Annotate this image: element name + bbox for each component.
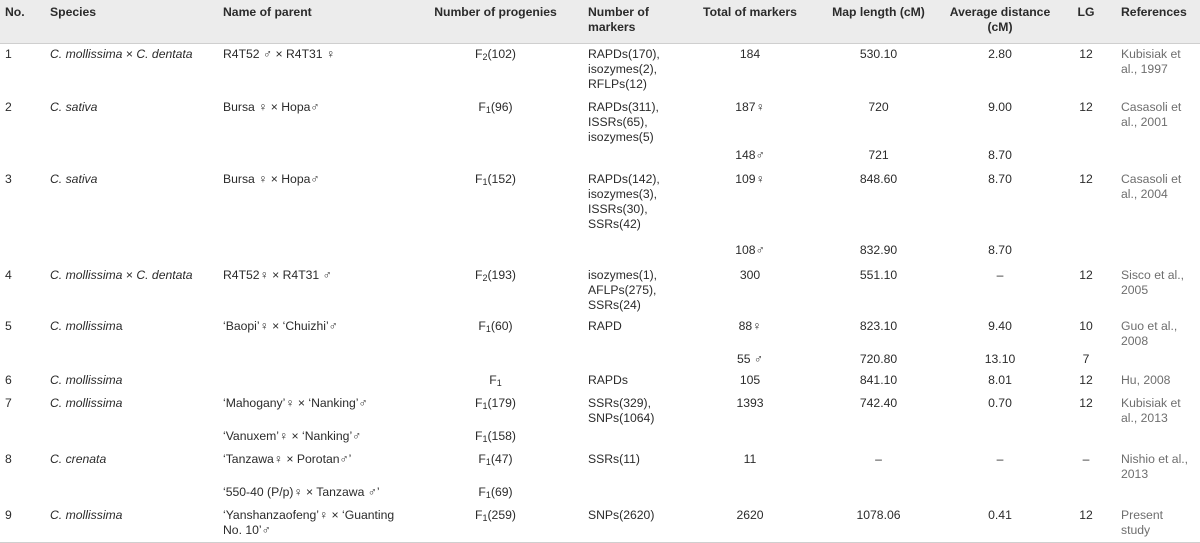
cell-parent [218, 316, 408, 349]
average-distance: 9.00 [988, 100, 1012, 114]
cell-parent [218, 240, 408, 265]
generation-label: F [475, 172, 483, 186]
marker-list: RAPDs [588, 373, 628, 387]
cell-no [0, 482, 45, 505]
row-number: 5 [5, 319, 12, 333]
parent-names: R4T52♀ × R4T31 ♂ [223, 268, 332, 282]
total-markers: 11 [743, 452, 757, 466]
cell-reference [1116, 505, 1200, 543]
cell-species [45, 426, 218, 449]
average-distance: 0.70 [988, 396, 1012, 410]
generation-subscript: 1 [485, 324, 491, 334]
table-row [0, 426, 1200, 449]
row-number: 1 [5, 47, 12, 61]
row-number: 3 [5, 172, 12, 186]
row-number: 7 [5, 396, 12, 410]
cell-average-distance [944, 97, 1056, 145]
generation-subscript: 1 [496, 378, 502, 388]
marker-list: SSRs(11) [588, 452, 640, 466]
header-progenies: Number of progenies [408, 0, 583, 44]
cell-no [0, 240, 45, 265]
row-number: 6 [5, 373, 12, 387]
generation-label: F [475, 47, 483, 61]
cell-map-length [813, 44, 944, 98]
cell-parent [218, 44, 408, 98]
table-row [0, 44, 1200, 98]
marker-list: SSRs(329), SNPs(1064) [588, 396, 655, 425]
cell-average-distance [944, 426, 1056, 449]
cell-total [687, 145, 813, 169]
cell-no [0, 393, 45, 426]
header-species: Species [45, 0, 218, 44]
cell-map-length [813, 426, 944, 449]
cell-total [687, 393, 813, 426]
cell-total [687, 265, 813, 316]
marker-list: isozymes(1), AFLPs(275), SSRs(24) [588, 268, 658, 312]
cell-map-length [813, 370, 944, 393]
cell-progenies [408, 349, 583, 370]
cell-progenies [408, 97, 583, 145]
linkage-groups: 12 [1079, 172, 1093, 186]
total-markers: 2620 [736, 508, 764, 522]
progeny-count: (179) [487, 396, 516, 410]
cell-parent [218, 426, 408, 449]
cell-markers [583, 370, 687, 393]
generation-label: F [475, 396, 483, 410]
cell-lg [1056, 482, 1116, 505]
cell-progenies [408, 505, 583, 543]
table-row [0, 145, 1200, 169]
reference: Hu, 2008 [1121, 373, 1171, 387]
cell-markers [583, 505, 687, 543]
cell-markers [583, 393, 687, 426]
cell-parent [218, 349, 408, 370]
average-distance: 13.10 [984, 352, 1016, 366]
cell-no [0, 426, 45, 449]
cell-markers [583, 44, 687, 98]
cell-reference [1116, 145, 1200, 169]
map-length: 832.90 [859, 243, 898, 257]
progeny-count: (96) [490, 100, 513, 114]
cell-map-length [813, 169, 944, 240]
species-name: C. mollissima [50, 508, 123, 522]
marker-list: SNPs(2620) [588, 508, 655, 522]
cell-average-distance [944, 370, 1056, 393]
map-length: 848.60 [859, 172, 898, 186]
generation-subscript: 1 [482, 513, 488, 523]
generation-subscript: 1 [485, 457, 491, 467]
average-distance: 8.70 [988, 148, 1012, 162]
generation-label: F [475, 429, 483, 443]
table-row [0, 349, 1200, 370]
cell-parent [218, 370, 408, 393]
cell-average-distance [944, 316, 1056, 349]
cell-progenies [408, 169, 583, 240]
map-length: 720 [868, 100, 889, 114]
table-row [0, 240, 1200, 265]
cell-progenies [408, 240, 583, 265]
header-markers: Number of markers [583, 0, 687, 44]
cell-no [0, 449, 45, 482]
species-name-tail: a [115, 319, 123, 333]
map-length: 551.10 [859, 268, 898, 282]
total-markers: 55 ♂ [736, 352, 764, 366]
total-markers: 300 [739, 268, 761, 282]
cell-average-distance [944, 240, 1056, 265]
cell-average-distance [944, 349, 1056, 370]
cell-lg [1056, 349, 1116, 370]
cell-markers [583, 316, 687, 349]
cell-total [687, 316, 813, 349]
cell-average-distance [944, 44, 1056, 98]
cell-parent [218, 145, 408, 169]
cell-species [45, 449, 218, 482]
cell-reference [1116, 393, 1200, 426]
map-length: – [875, 452, 882, 466]
reference: Nishio et al., 2013 [1121, 452, 1189, 481]
cell-map-length [813, 145, 944, 169]
parent-names: ‘Tanzawa♀ × Porotan♂’ [223, 452, 352, 466]
cell-map-length [813, 482, 944, 505]
reference: Guo et al., 2008 [1121, 319, 1178, 348]
total-markers: 105 [739, 373, 761, 387]
linkage-groups: 12 [1079, 396, 1093, 410]
cell-progenies [408, 145, 583, 169]
cell-total [687, 482, 813, 505]
cell-progenies [408, 316, 583, 349]
cell-parent [218, 169, 408, 240]
header-references: References [1116, 0, 1200, 44]
reference: Kubisiak et al., 2013 [1121, 396, 1181, 425]
header-lg: LG [1056, 0, 1116, 44]
cell-total [687, 426, 813, 449]
cell-map-length [813, 240, 944, 265]
map-length: 841.10 [859, 373, 898, 387]
marker-list: RAPD [588, 319, 622, 333]
progeny-count: (152) [487, 172, 516, 186]
table-row [0, 97, 1200, 145]
cell-reference [1116, 316, 1200, 349]
generation-subscript: 1 [485, 490, 491, 500]
cell-markers [583, 265, 687, 316]
map-length: 721 [868, 148, 889, 162]
generation-label: F [489, 373, 497, 387]
species-name: C. sativa [50, 100, 98, 114]
cell-average-distance [944, 505, 1056, 543]
average-distance: – [996, 268, 1004, 282]
cell-no [0, 370, 45, 393]
cell-lg [1056, 505, 1116, 543]
generation-label: F [475, 508, 483, 522]
marker-list: RAPDs(170), isozymes(2), RFLPs(12) [588, 47, 660, 91]
cell-species [45, 349, 218, 370]
map-length: 530.10 [859, 47, 898, 61]
cell-markers [583, 169, 687, 240]
cell-species [45, 240, 218, 265]
generation-label: F [478, 485, 486, 499]
reference: Casasoli et al., 2004 [1121, 172, 1182, 201]
header-map-length: Map length (cM) [813, 0, 944, 44]
table-row [0, 169, 1200, 240]
cell-lg [1056, 316, 1116, 349]
linkage-groups: – [1082, 452, 1090, 466]
cell-no [0, 316, 45, 349]
generation-label: F [475, 268, 483, 282]
total-markers: 88♀ [738, 319, 762, 333]
species-name: C. mollissim [50, 319, 116, 333]
header-average-distance: Average distance (cM) [944, 0, 1056, 44]
generation-subscript: 2 [482, 52, 488, 62]
map-length: 720.80 [859, 352, 898, 366]
parent-names: Bursa ♀ × Hopa♂ [223, 172, 320, 186]
species-name: C. mollissima [50, 268, 123, 282]
species-name: C. crenata [50, 452, 107, 466]
cell-map-length [813, 505, 944, 543]
cell-map-length [813, 265, 944, 316]
species-name: C. mollissima [50, 396, 123, 410]
linkage-groups: 12 [1079, 268, 1093, 282]
cell-reference [1116, 482, 1200, 505]
cell-reference [1116, 240, 1200, 265]
map-length: 1078.06 [856, 508, 901, 522]
row-number: 2 [5, 100, 12, 114]
row-number: 8 [5, 452, 12, 466]
cell-lg [1056, 265, 1116, 316]
cell-reference [1116, 169, 1200, 240]
header-no: No. [0, 0, 45, 44]
cell-no [0, 169, 45, 240]
progeny-count: (102) [487, 47, 516, 61]
linkage-groups: 12 [1079, 373, 1093, 387]
cell-total [687, 370, 813, 393]
cell-reference [1116, 426, 1200, 449]
table-row [0, 449, 1200, 482]
parent-names: ‘Yanshanzaofeng’♀ × ‘Guanting No. 10’♂ [223, 508, 395, 537]
species-name: C. sativa [50, 172, 98, 186]
generation-label: F [478, 452, 486, 466]
cell-reference [1116, 370, 1200, 393]
cell-progenies [408, 44, 583, 98]
average-distance: 9.40 [988, 319, 1012, 333]
row-number: 4 [5, 268, 12, 282]
progeny-count: (259) [487, 508, 516, 522]
cell-total [687, 505, 813, 543]
cell-progenies [408, 393, 583, 426]
cell-average-distance [944, 169, 1056, 240]
species-name: C. mollissima [50, 373, 123, 387]
species-name-second: C. dentata [136, 47, 193, 61]
cell-total [687, 449, 813, 482]
linkage-groups: 10 [1079, 319, 1093, 333]
header-total: Total of markers [687, 0, 813, 44]
cell-reference [1116, 449, 1200, 482]
progeny-count: (60) [490, 319, 513, 333]
average-distance: 8.70 [988, 243, 1012, 257]
cell-lg [1056, 44, 1116, 98]
cell-parent [218, 393, 408, 426]
cell-no [0, 265, 45, 316]
reference: Sisco et al., 2005 [1121, 268, 1184, 297]
cell-species [45, 505, 218, 543]
cell-average-distance [944, 449, 1056, 482]
cell-reference [1116, 265, 1200, 316]
reference: Present study [1121, 508, 1164, 537]
cell-lg [1056, 426, 1116, 449]
cell-species [45, 316, 218, 349]
parent-names: ‘Vanuxem’♀ × ‘Nanking’♂ [223, 429, 362, 443]
cell-lg [1056, 370, 1116, 393]
cell-total [687, 169, 813, 240]
total-markers: 148♂ [735, 148, 765, 162]
header-parent: Name of parent [218, 0, 408, 44]
cell-species [45, 370, 218, 393]
cell-no [0, 349, 45, 370]
header-row [0, 0, 1200, 44]
cell-species [45, 393, 218, 426]
parent-names: ‘Baopi’♀ × ‘Chuizhi’♂ [223, 319, 338, 333]
cell-species [45, 482, 218, 505]
cell-map-length [813, 97, 944, 145]
table-row [0, 265, 1200, 316]
progeny-count: (47) [490, 452, 513, 466]
progeny-count: (158) [487, 429, 516, 443]
row-number: 9 [5, 508, 12, 522]
average-distance: 8.70 [988, 172, 1012, 186]
linkage-groups: 12 [1079, 47, 1093, 61]
cell-species [45, 265, 218, 316]
cell-reference [1116, 349, 1200, 370]
cell-parent [218, 505, 408, 543]
cell-markers [583, 449, 687, 482]
cross-symbol: × [122, 268, 137, 282]
cell-lg [1056, 449, 1116, 482]
linkage-groups: 12 [1079, 508, 1093, 522]
parent-names: ‘550-40 (P/p)♀ × Tanzawa ♂’ [223, 485, 380, 499]
cell-map-length [813, 449, 944, 482]
map-length: 742.40 [859, 396, 898, 410]
cell-progenies [408, 449, 583, 482]
cell-markers [583, 97, 687, 145]
cell-total [687, 97, 813, 145]
cell-markers [583, 349, 687, 370]
parent-names: R4T52 ♂ × R4T31 ♀ [223, 47, 336, 61]
cell-lg [1056, 393, 1116, 426]
cell-lg [1056, 145, 1116, 169]
total-markers: 184 [739, 47, 761, 61]
table-body [0, 44, 1200, 543]
generation-subscript: 1 [482, 401, 488, 411]
cell-no [0, 505, 45, 543]
table-row [0, 316, 1200, 349]
generation-subscript: 2 [482, 273, 488, 283]
cell-markers [583, 426, 687, 449]
cell-average-distance [944, 393, 1056, 426]
average-distance: 2.80 [988, 47, 1012, 61]
cell-parent [218, 265, 408, 316]
average-distance: 0.41 [988, 508, 1012, 522]
generation-label: F [478, 100, 486, 114]
cell-average-distance [944, 265, 1056, 316]
table-row [0, 370, 1200, 393]
cell-markers [583, 145, 687, 169]
total-markers: 109♀ [735, 172, 765, 186]
cross-symbol: × [122, 47, 137, 61]
parent-names: ‘Mahogany’♀ × ‘Nanking’♂ [223, 396, 368, 410]
cell-progenies [408, 426, 583, 449]
cell-lg [1056, 169, 1116, 240]
cell-no [0, 97, 45, 145]
cell-parent [218, 482, 408, 505]
reference: Kubisiak et al., 1997 [1121, 47, 1181, 76]
cell-average-distance [944, 482, 1056, 505]
cell-species [45, 44, 218, 98]
cell-markers [583, 482, 687, 505]
total-markers: 108♂ [735, 243, 765, 257]
table-row [0, 505, 1200, 543]
cell-map-length [813, 316, 944, 349]
cell-progenies [408, 482, 583, 505]
cell-average-distance [944, 145, 1056, 169]
species-name: C. mollissima [50, 47, 123, 61]
cell-no [0, 44, 45, 98]
cell-lg [1056, 97, 1116, 145]
cell-lg [1056, 240, 1116, 265]
average-distance: 8.01 [988, 373, 1012, 387]
cell-parent [218, 449, 408, 482]
marker-list: RAPDs(311), ISSRs(65), isozymes(5) [588, 100, 659, 144]
cell-species [45, 97, 218, 145]
generation-subscript: 1 [482, 434, 488, 444]
average-distance: – [996, 452, 1004, 466]
cell-reference [1116, 97, 1200, 145]
table-row [0, 393, 1200, 426]
linkage-groups: 12 [1079, 100, 1093, 114]
cell-total [687, 44, 813, 98]
cell-map-length [813, 349, 944, 370]
table-row [0, 482, 1200, 505]
progeny-count: (193) [487, 268, 516, 282]
cell-progenies [408, 265, 583, 316]
reference: Casasoli et al., 2001 [1121, 100, 1182, 129]
total-markers: 187♀ [735, 100, 765, 114]
cell-parent [218, 97, 408, 145]
generation-subscript: 1 [482, 177, 488, 187]
progeny-count: (69) [490, 485, 513, 499]
cell-markers [583, 240, 687, 265]
marker-list: RAPDs(142), isozymes(3), ISSRs(30), SSRs(42) [588, 172, 660, 231]
cell-map-length [813, 393, 944, 426]
cell-reference [1116, 44, 1200, 98]
parent-names: Bursa ♀ × Hopa♂ [223, 100, 320, 114]
map-length: 823.10 [859, 319, 898, 333]
cell-no [0, 145, 45, 169]
generation-label: F [478, 319, 486, 333]
total-markers: 1393 [736, 396, 764, 410]
generation-subscript: 1 [485, 105, 491, 115]
cell-total [687, 349, 813, 370]
cell-species [45, 169, 218, 240]
cell-species [45, 145, 218, 169]
cell-progenies [408, 370, 583, 393]
species-name-second: C. dentata [136, 268, 193, 282]
cell-total [687, 240, 813, 265]
linkage-groups: 7 [1082, 352, 1090, 366]
